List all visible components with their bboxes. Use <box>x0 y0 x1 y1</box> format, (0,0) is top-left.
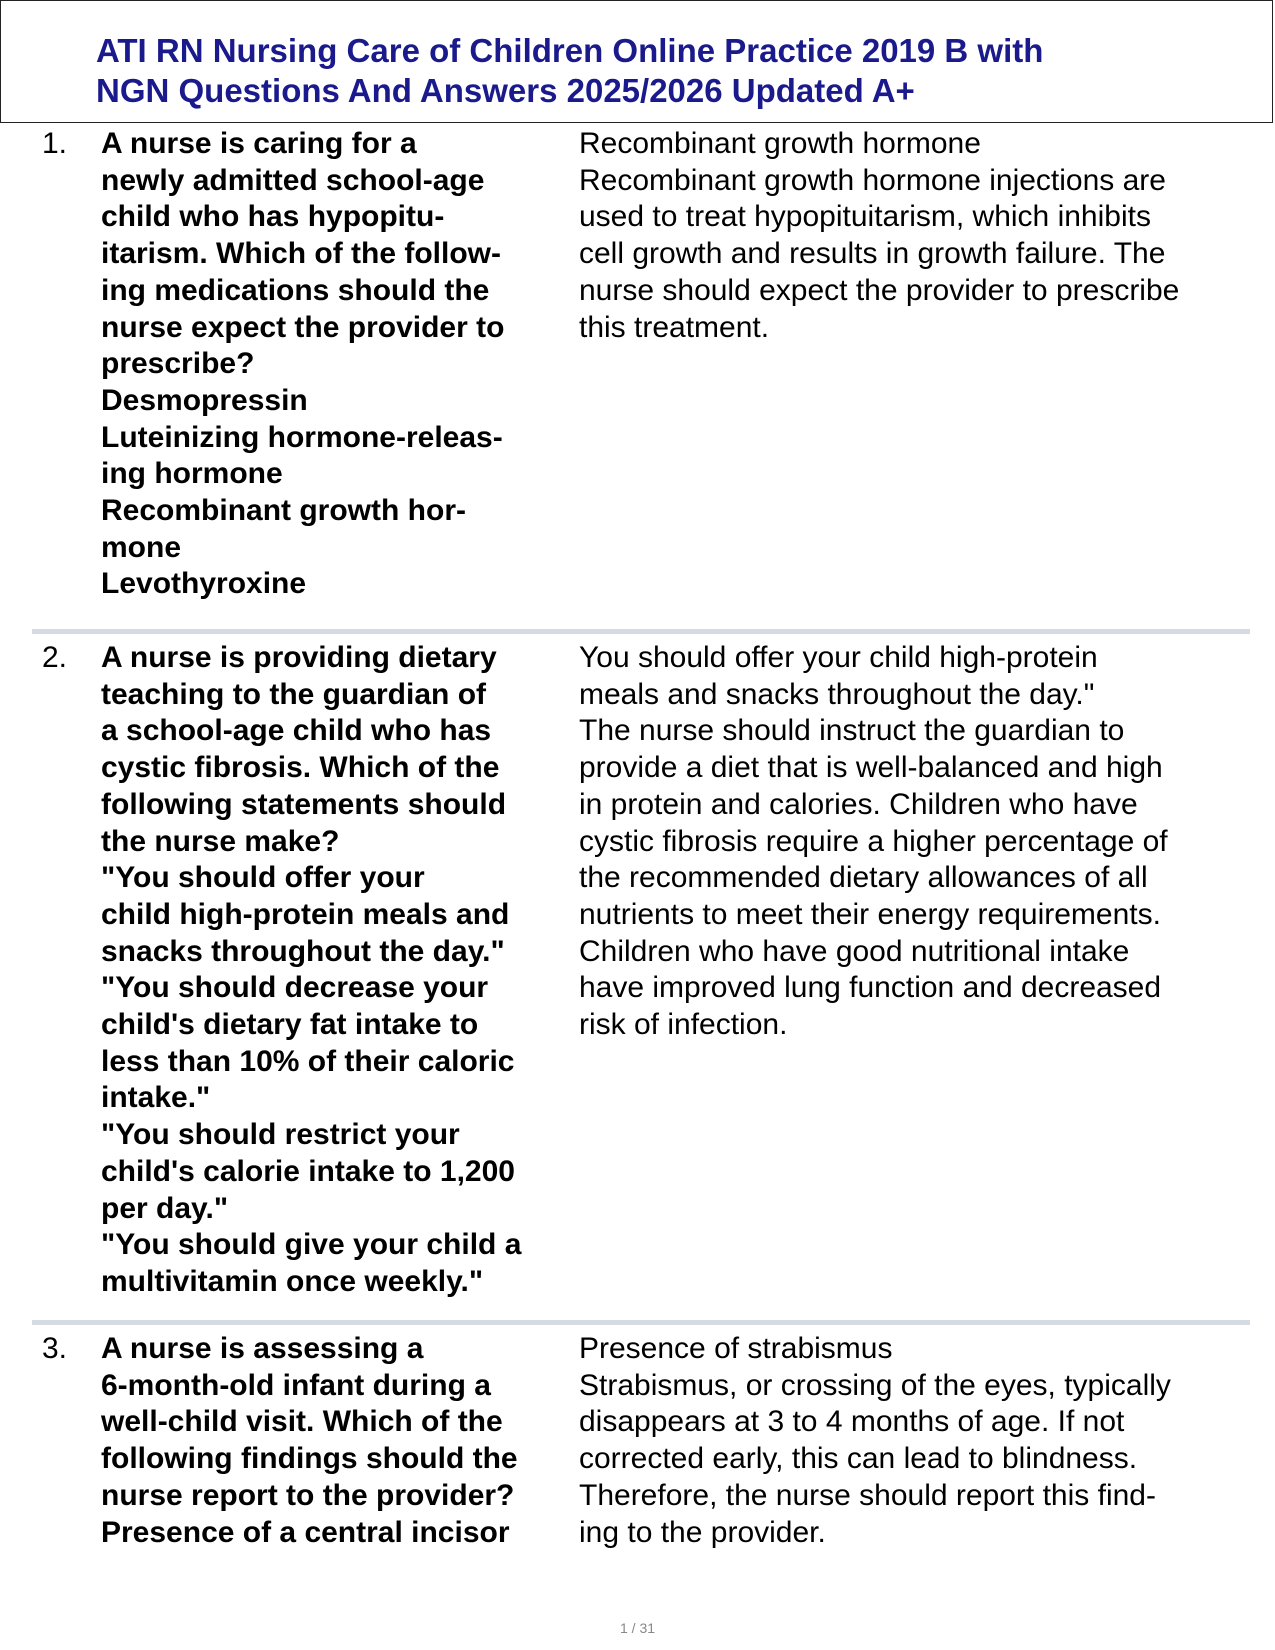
card-number: 2. <box>42 641 68 674</box>
card-question: A nurse is caring for a newly admitted school-age child who has hypopitu- itarism. Which of the follow- ing medications should the nurse expect the provider to prescribe? Desmopressin Luteinizing hormone-releas- ing hormone Recombinant growth hor- mone Levothyroxine <box>101 127 505 601</box>
card-divider <box>32 629 1250 634</box>
card-answer: Recombinant growth hormone Recombinant growth hormone injections are used to treat hypopituitarism, which inhibits cell growth and results in growth failure. The nurse should expect the provider to prescribe this treatment. <box>579 127 1180 344</box>
card-answer: You should offer your child high-protein meals and snacks throughout the day." The nurse should instruct the guardian to provide a diet that is well-balanced and high in protein and calories. Children who have cystic fibrosis require a higher percentage of the recommended dietary allowances of all nutrients to meet their energy requirements. Children who have good nutritional intake have improved lung function and decreased risk of infection. <box>579 641 1168 1042</box>
card-question: A nurse is assessing a 6-month-old infant during a well-child visit. Which of the following findings should the nurse report to the provider? Presence of a central incisor <box>101 1332 518 1549</box>
card-question: A nurse is providing dietary teaching to the guardian of a school-age child who has cystic fibrosis. Which of the following statements should the nurse make? "You should offer your child high-protein meals and snacks throughout the day." "You should decrease your child's dietary fat intake to less than 10% of their caloric intake." "You should restrict your child's calorie intake to 1,200 per day." "You should give your child a multivitamin once weekly." <box>101 641 522 1298</box>
card-number: 3. <box>42 1332 68 1365</box>
page-number: 1 / 31 <box>619 1620 656 1636</box>
page-title-line-2: NGN Questions And Answers 2025/2026 Updated A+ <box>96 72 915 109</box>
title-box <box>0 0 1273 123</box>
card-divider <box>32 1320 1250 1325</box>
page-title-line-1: ATI RN Nursing Care of Children Online Practice 2019 B with <box>96 32 1044 69</box>
card-answer: Presence of strabismus Strabismus, or crossing of the eyes, typically disappears at 3 to 4 months of age. If not corrected early, this can lead to blindness. Therefore, the nurse should report this find- ing to the provider. <box>579 1332 1171 1549</box>
card-number: 1. <box>42 127 68 160</box>
